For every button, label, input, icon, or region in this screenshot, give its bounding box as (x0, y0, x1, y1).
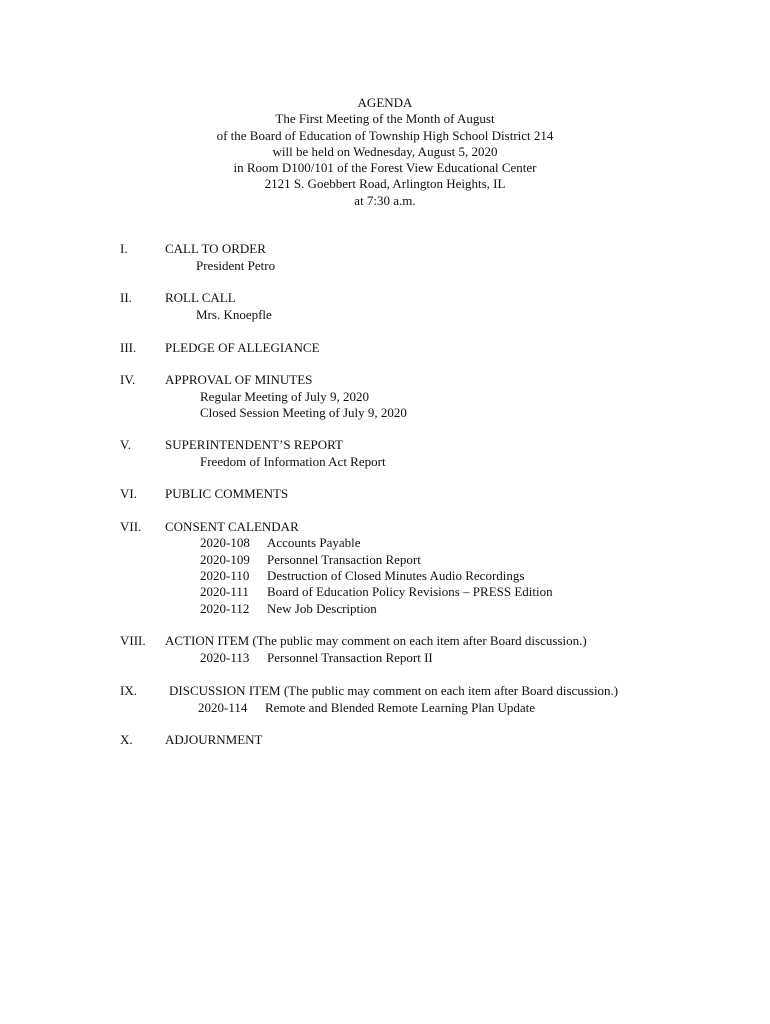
item-title: ROLL CALL (165, 290, 236, 305)
item-title: CONSENT CALENDAR (165, 519, 299, 534)
item-numeral: VI. (120, 486, 137, 501)
item-numeral: IX. (120, 683, 137, 698)
item-numeral: VII. (120, 519, 142, 534)
item-title: DISCUSSION ITEM (The public may comment on each item after Board discussion.) (169, 683, 619, 698)
item-numeral: I. (120, 241, 128, 256)
entry-description: New Job Description (267, 600, 377, 616)
item-title: ACTION ITEM (The public may comment on each item after Board discussion.) (165, 633, 587, 648)
item-title: SUPERINTENDENT’S REPORT (165, 437, 343, 452)
entry-description: Remote and Blended Remote Learning Plan Update (265, 699, 536, 715)
item-subtext: Freedom of Information Act Report (200, 453, 386, 469)
item-subtext: Regular Meeting of July 9, 2020 (200, 388, 369, 404)
board-name: of the Board of Education of Township High School District 214 (216, 127, 554, 143)
agenda-title: AGENDA (357, 95, 413, 110)
entry-description: Personnel Transaction Report (267, 551, 421, 567)
item-numeral: III. (120, 340, 137, 355)
entry-code: 2020-111 (200, 584, 249, 600)
entry-code: 2020-110 (200, 567, 250, 583)
item-subtext: Mrs. Knoepfle (196, 306, 272, 322)
item-title: PLEDGE OF ALLEGIANCE (165, 340, 320, 355)
meeting-time: at 7:30 a.m. (354, 192, 416, 208)
item-title: PUBLIC COMMENTS (165, 486, 289, 501)
entry-code: 2020-112 (200, 600, 250, 616)
item-title: ADJOURNMENT (165, 732, 263, 747)
entry-description: Destruction of Closed Minutes Audio Recordings (267, 567, 525, 583)
entry-description: Board of Education Policy Revisions – PRESS Edition (267, 584, 553, 600)
item-numeral: V. (120, 437, 131, 452)
entry-code: 2020-113 (200, 649, 250, 665)
entry-code: 2020-114 (198, 699, 248, 715)
agenda-header (0, 95, 770, 209)
meeting-address: 2121 S. Goebbert Road, Arlington Heights, IL (264, 176, 506, 192)
item-subtext: Closed Session Meeting of July 9, 2020 (200, 405, 407, 420)
entry-description: Accounts Payable (267, 535, 361, 551)
item-numeral: II. (120, 290, 132, 305)
meeting-date: will be held on Wednesday, August 5, 2020 (272, 143, 498, 159)
item-numeral: VIII. (120, 633, 146, 648)
item-title: CALL TO ORDER (165, 241, 266, 256)
item-subtext: President Petro (196, 257, 276, 273)
item-numeral: X. (120, 732, 133, 747)
entry-code: 2020-109 (200, 551, 250, 567)
meeting-name: The First Meeting of the Month of August (275, 111, 495, 127)
entry-code: 2020-108 (200, 535, 250, 551)
item-title: APPROVAL OF MINUTES (165, 372, 313, 387)
item-numeral: IV. (120, 372, 136, 387)
meeting-room: in Room D100/101 of the Forest View Educational Center (233, 160, 537, 176)
entry-description: Personnel Transaction Report II (267, 649, 433, 665)
